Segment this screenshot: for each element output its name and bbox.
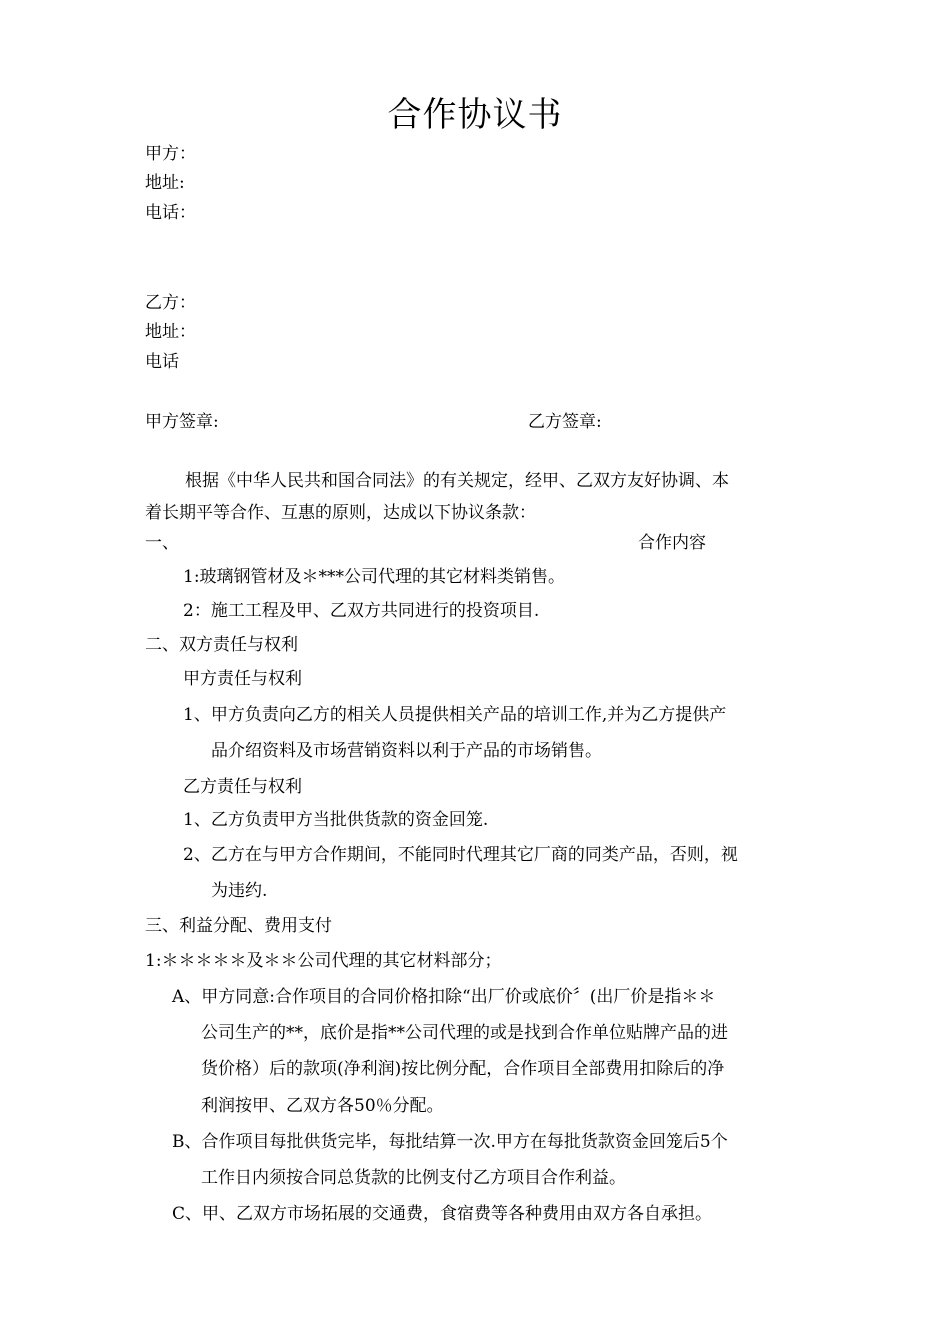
section-2-heading: 二、双方责任与权利 xyxy=(145,635,298,655)
clause-a-line-3: 货价格）后的款项(净利润)按比例分配，合作项目全部费用扣除后的净 xyxy=(201,1059,725,1079)
party-a-address-label: 地址: xyxy=(145,173,185,193)
party-a-duty-1-line-2: 品介绍资料及市场营销资料以利于产品的市场销售。 xyxy=(211,741,602,761)
section-3-heading: 三、利益分配、费用支付 xyxy=(145,916,332,936)
preamble-line-1: 根据《中华人民共和国合同法》的有关规定，经甲、乙双方友好协调、本 xyxy=(185,471,729,491)
party-b-address-label: 地址： xyxy=(145,322,196,342)
section-1-number: 一、 xyxy=(145,533,179,553)
clause-a-line-1: A、甲方同意:合作项目的合同价格扣除“出厂价或底价〞(出厂价是指＊＊ xyxy=(172,987,716,1007)
party-b-duty-1: 1、乙方负责甲方当批供货款的资金回笼. xyxy=(183,810,489,830)
clause-a-line-2: 公司生产的**，底价是指**公司代理的或是找到合作单位贴牌产品的进 xyxy=(201,1023,728,1043)
party-b-duties-heading: 乙方责任与权利 xyxy=(183,777,302,797)
section-3-sub-1: 1:＊＊＊＊＊及＊＊公司代理的其它材料部分； xyxy=(145,951,502,971)
party-b-label: 乙方： xyxy=(145,293,196,313)
clause-b-line-1: B、合作项目每批供货完毕，每批结算一次.甲方在每批货款资金回笼后5个 xyxy=(172,1132,728,1152)
party-a-label: 甲方： xyxy=(145,144,196,164)
party-a-duty-1-line-1: 1、甲方负责向乙方的相关人员提供相关产品的培训工作,并为乙方提供产 xyxy=(183,705,727,725)
party-a-signature-label: 甲方签章: xyxy=(145,412,219,432)
party-a-duties-heading: 甲方责任与权利 xyxy=(183,669,302,689)
section-1-heading: 合作内容 xyxy=(638,533,706,553)
clause-c-line: C、甲、乙双方市场拓展的交通费，食宿费等各种费用由双方各自承担。 xyxy=(172,1204,713,1224)
party-a-phone-label: 电话： xyxy=(145,203,196,223)
party-b-phone-label: 电话 xyxy=(145,352,179,372)
party-b-duty-2-line-1: 2、乙方在与甲方合作期间，不能同时代理其它厂商的同类产品，否则，视 xyxy=(183,845,738,865)
clause-b-line-2: 工作日内须按合同总货款的比例支付乙方项目合作利益。 xyxy=(201,1168,626,1188)
section-1-item-2: 2：施工工程及甲、乙双方共同进行的投资项目. xyxy=(183,601,540,621)
party-b-duty-2-line-2: 为违约. xyxy=(211,881,268,901)
party-b-signature-label: 乙方签章: xyxy=(528,412,602,432)
section-1-item-1: 1:玻璃钢管材及＊***公司代理的其它材料类销售。 xyxy=(183,567,566,587)
page-title: 合作协议书 xyxy=(387,95,563,135)
clause-a-line-4: 利润按甲、乙双方各50％分配。 xyxy=(201,1096,444,1116)
preamble-line-2: 着长期平等合作、互惠的原则，达成以下协议条款： xyxy=(145,503,536,523)
